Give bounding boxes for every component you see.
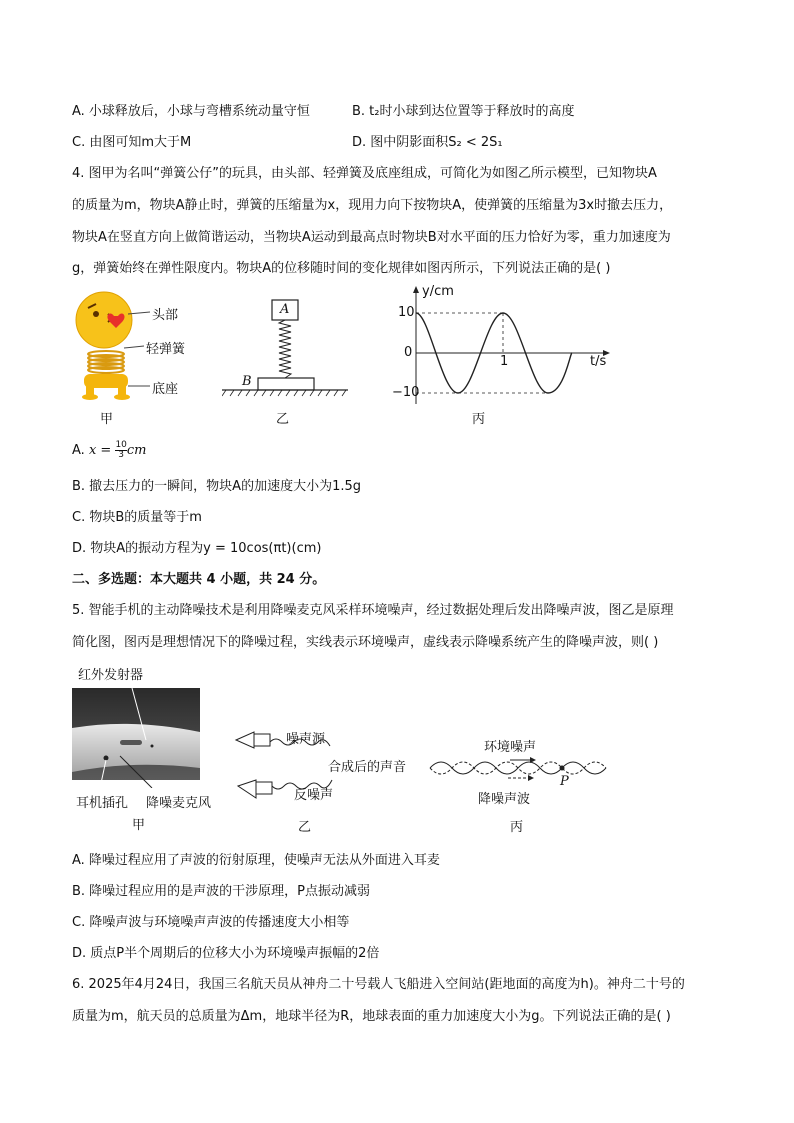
caption-bing-5: 丙 (510, 820, 524, 835)
caption-jia-5: 甲 (132, 818, 146, 833)
label-block-b: B (242, 374, 252, 389)
caption-yi: 乙 (276, 412, 290, 427)
label-point-p: P (560, 774, 569, 789)
tick-zero: 0 (404, 345, 413, 360)
fraction-numerator: 10 (115, 440, 127, 450)
q4-option-a (72, 441, 147, 460)
fraction (115, 441, 126, 460)
label-anti-noise: 反噪声 (294, 788, 334, 803)
q3-option-d: D. 图中阴影面积S₂ < 2S₁ (352, 135, 503, 150)
q4-option-d: D. 物块A的振动方程为y = 10cos(πt)(cm) (72, 541, 322, 556)
label-ir-emitter: 红外发射器 (78, 668, 144, 683)
q5-option-c: C. 降噪声波与环境噪声声波的传播速度大小相等 (72, 915, 350, 930)
q4-option-a-unit: cm (126, 443, 147, 458)
q4-figure-yi (222, 298, 352, 427)
label-spring: 轻弹簧 (146, 342, 186, 357)
caption-bing: 丙 (472, 412, 486, 427)
q4-stem-line-3: 物块A在竖直方向上做简谐运动，当物块A运动到最高点时物块B对水平面的压力恰好为零，重力加速度为 (72, 230, 671, 245)
q4-stem-line-1: 4. 图甲为名叫“弹簧公仔”的玩具，由头部、轻弹簧及底座组成，可简化为如图乙所示模型，已知物块A (72, 166, 657, 181)
q4-figure-jia (66, 288, 216, 427)
q4-figure-bing (384, 284, 624, 428)
q4-stem-line-4: g，弹簧始终在弹性限度内。物块A的位移随时间的变化规律如图丙所示，下列说法正确的是( ) (72, 261, 611, 276)
q5-option-d: D. 质点P半个周期后的位移大小为环境噪声振幅的2倍 (72, 946, 380, 961)
label-combined-sound: 合成后的声音 (328, 760, 407, 775)
q5-option-a: A. 降噪过程应用了声波的衍射原理，使噪声无法从外面进入耳麦 (72, 853, 440, 868)
caption-yi-5: 乙 (298, 820, 312, 835)
q5-stem-line-1: 5. 智能手机的主动降噪技术是利用降噪麦克风采样环境噪声，经过数据处理后发出降噪声波，图乙是原理 (72, 603, 674, 618)
tick-bottom: −10 (392, 385, 420, 400)
q5-figure-bing (426, 730, 616, 834)
q3-option-b: B. t₂时小球到达位置等于释放时的高度 (352, 104, 575, 119)
spring-toy-illustration (66, 288, 216, 418)
label-ambient-noise: 环境噪声 (484, 740, 537, 755)
label-anti-noise-wave: 降噪声波 (478, 792, 531, 807)
q5-stem-line-2: 简化图，图丙是理想情况下的降噪过程，实线表示环境噪声，虚线表示降噪系统产生的降噪声波，则( ) (72, 635, 659, 650)
tick-one: 1 (500, 354, 509, 369)
q3-option-a: A. 小球释放后，小球与弯槽系统动量守恒 (72, 104, 310, 119)
q4-stem-line-2: 的质量为m，物块A静止时，弹簧的压缩量为x，现用力向下按物块A，使弹簧的压缩量为3x时撤去压力， (72, 198, 673, 213)
fraction-denominator: 3 (118, 450, 125, 460)
q4-option-a-prefix: A. (72, 443, 89, 458)
q4-option-c: C. 物块B的质量等于m (72, 510, 202, 525)
label-block-a: A (280, 302, 290, 317)
phone-photo (72, 688, 232, 788)
q4-option-b: B. 撤去压力的一瞬间，物块A的加速度大小为1.5g (72, 479, 362, 494)
label-noise-mic: 降噪麦克风 (146, 796, 212, 811)
y-axis-label: y/cm (422, 284, 454, 299)
tick-top: 10 (398, 305, 415, 320)
section-heading: 二、多选题：本大题共 4 小题，共 24 分。 (72, 572, 326, 587)
label-noise-source: 噪声源 (286, 732, 326, 747)
caption-jia: 甲 (100, 412, 114, 427)
label-base: 底座 (152, 382, 179, 397)
q3-option-c: C. 由图可知m大于M (72, 135, 192, 150)
q5-option-b: B. 降噪过程应用的是声波的干涉原理，P点振动减弱 (72, 884, 371, 899)
q6-stem-line-1: 6. 2025年4月24日，我国三名航天员从神舟二十号载人飞船进入空间站(距地面的高度为h)。神舟二十号的 (72, 977, 685, 992)
q5-figure-yi (230, 728, 430, 834)
label-headphone-jack: 耳机插孔 (76, 796, 129, 811)
q4-option-a-expr: x = (88, 443, 116, 458)
label-head: 头部 (152, 308, 179, 323)
q5-figure-jia (72, 664, 232, 834)
q6-stem-line-2: 质量为m，航天员的总质量为Δm，地球半径为R，地球表面的重力加速度大小为g。下列说法正确的是( ) (72, 1009, 671, 1024)
x-axis-label: t/s (590, 354, 607, 369)
